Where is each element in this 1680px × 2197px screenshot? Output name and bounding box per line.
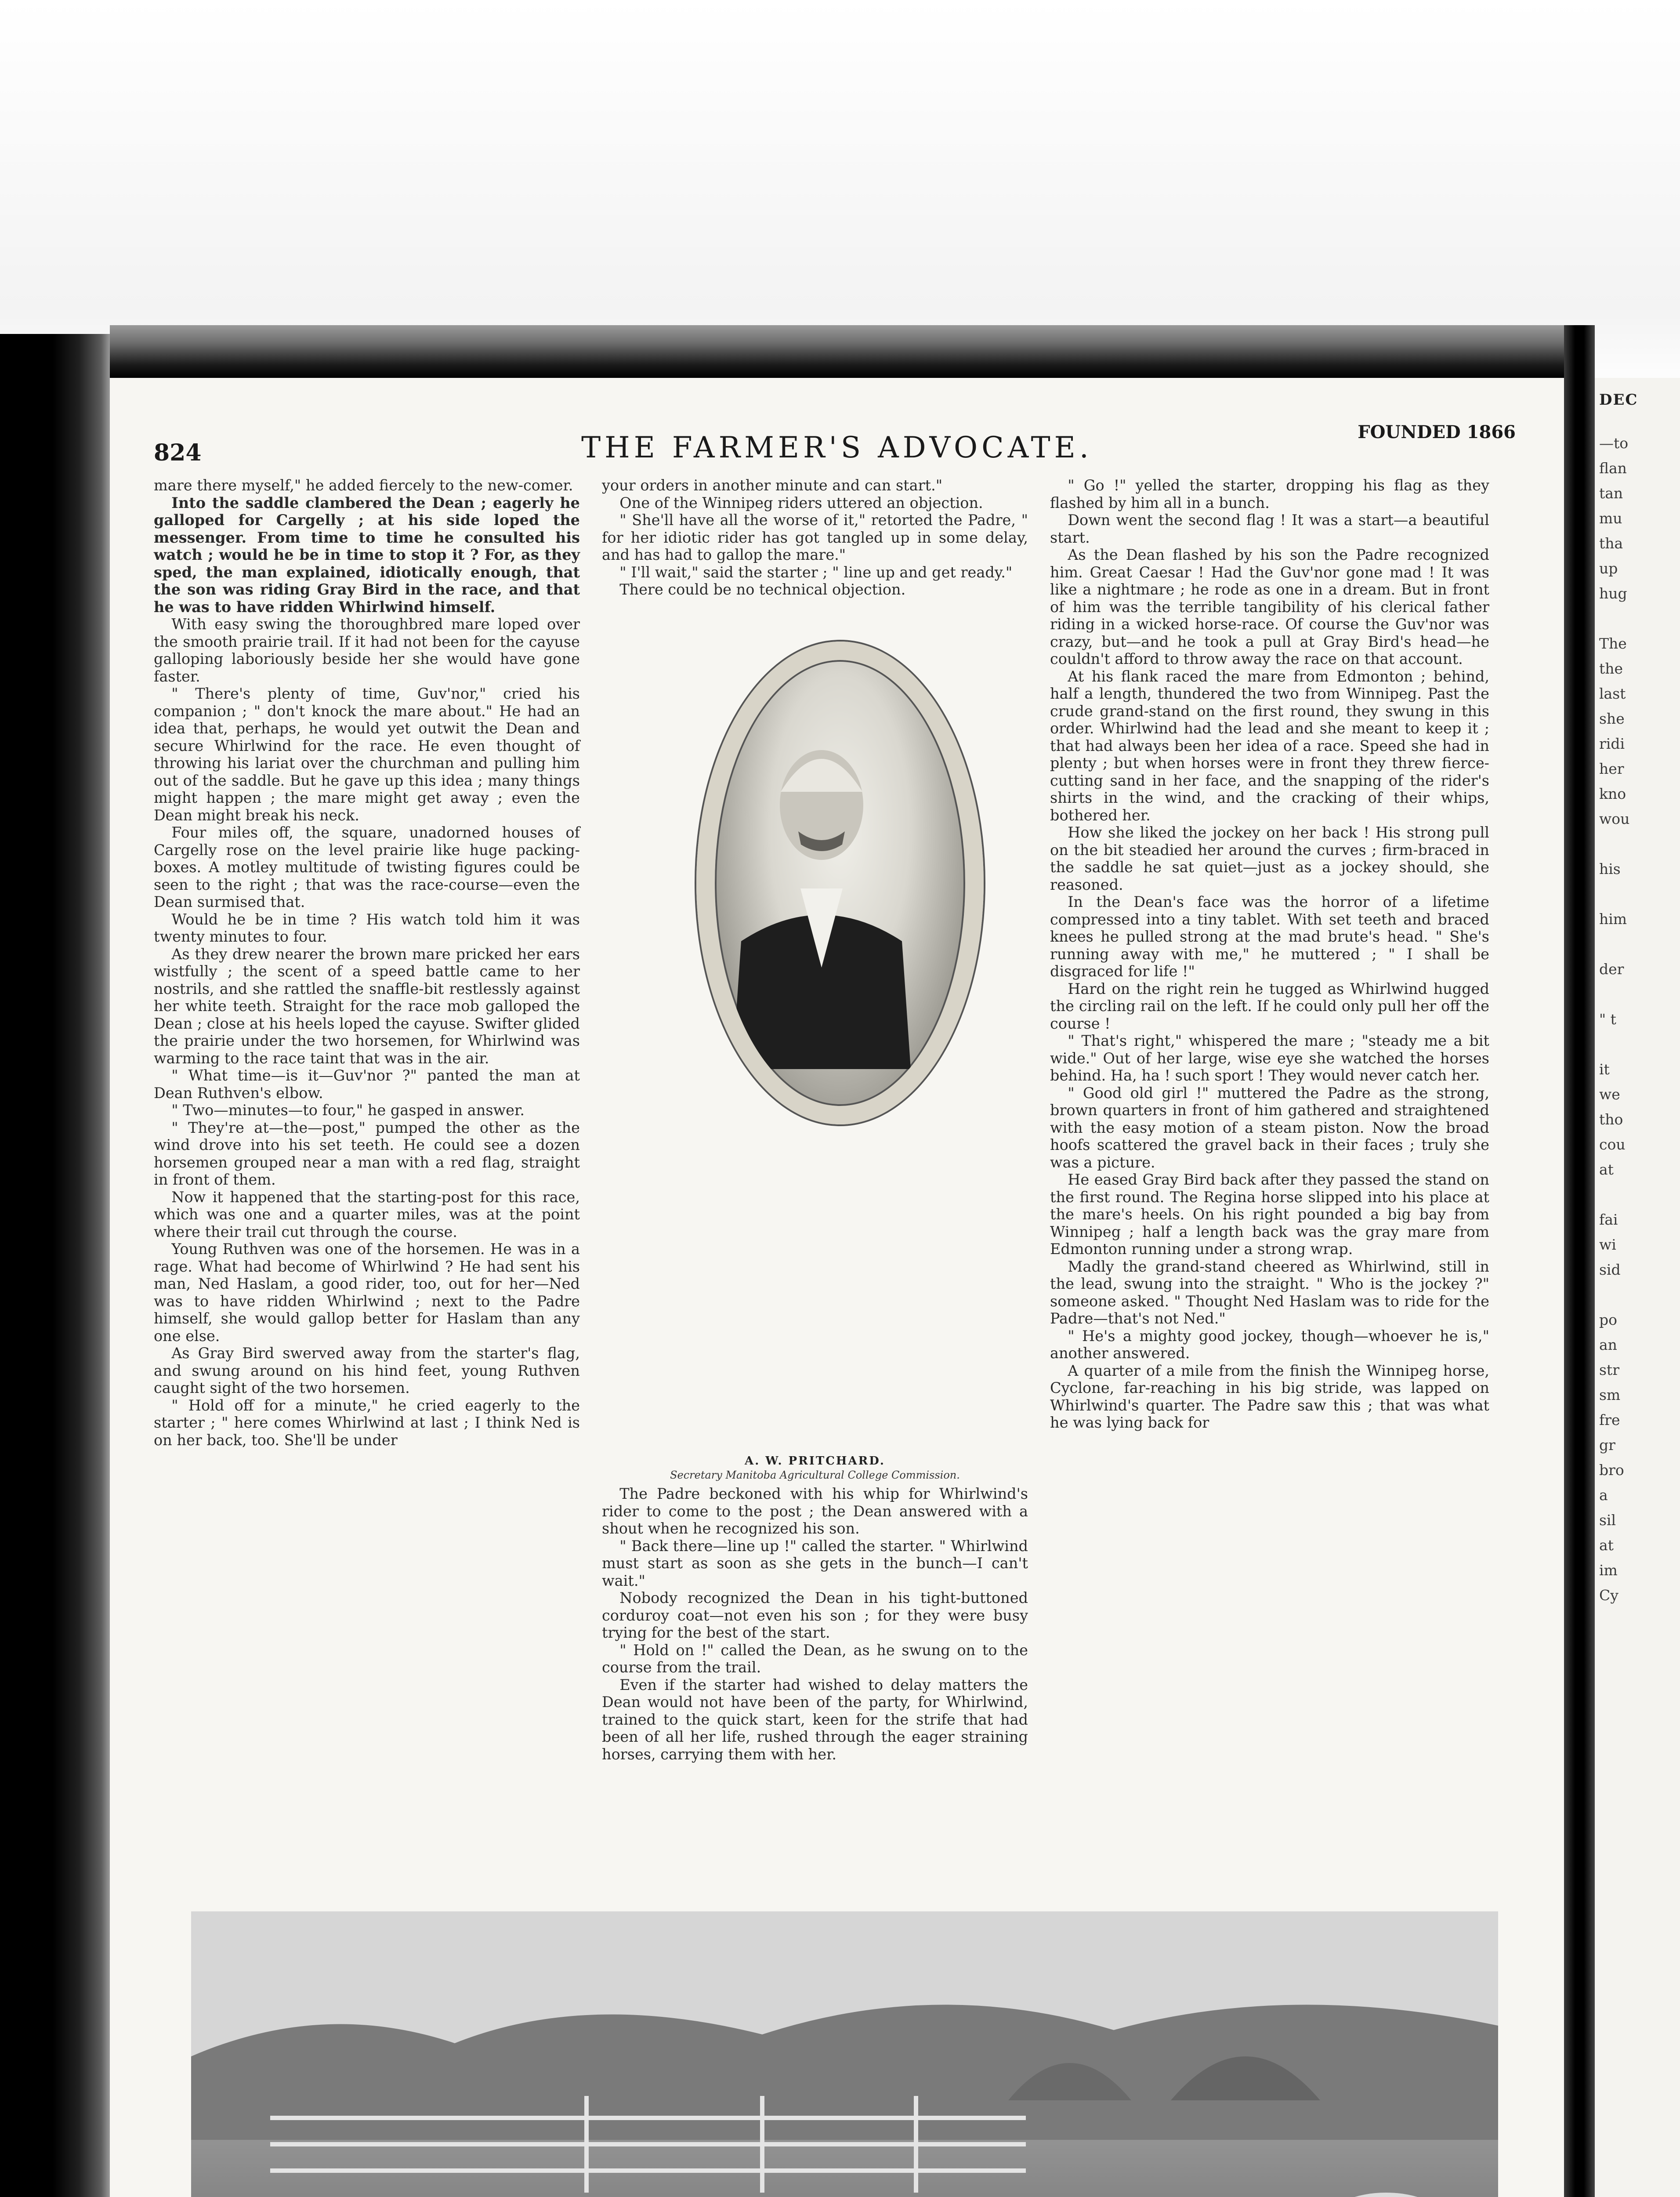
paragraph: Now it happened that the starting-post for this race, which was one and a quarter miles, was at the point where their trail cut through the course. [154,1188,580,1240]
paragraph: your orders in another minute and can start." [602,477,943,494]
paragraph: Hard on the right rein he tugged as Whirlwind hugged the circling rail on the left. If he could only pull her off the course ! [1050,980,1489,1032]
paragraph: " Good old girl !" muttered the Padre as the strong, brown quarters in front of him gathered and straightened with the easy motion of a steam piston. Now the broad hoofs scattered the gravel back in their faces ; truly she was a picture. [1050,1084,1489,1171]
photo-light-cattle [235,2193,1443,2197]
masthead-title: THE FARMER'S ADVOCATE. [581,431,1093,464]
founded-date: FOUNDED 1866 [1358,422,1516,442]
paragraph: As the Dean flashed by his son the Padre recognized him. Great Caesar ! Had the Guv'nor gone mad ! It was like a nightmare ; he rode as one in a dream. But in front of him was the terrible tangibility of his clerical father riding in a wicked horse-race. Of course the Guv'nor was crazy, but—and he took a pull at Gray Bird's head—he couldn't afford to throw away the race on that account. [1050,546,1489,667]
paragraph: One of the Winnipeg riders uttered an objection. [619,494,983,511]
film-edge-top [110,325,1582,378]
ranch-scene [191,1911,1498,2197]
portrait-photo [696,642,984,1124]
paragraph: There could be no technical objection. [619,581,906,598]
article-column-2-bottom [602,1485,1028,1763]
paragraph: Madly the grand-stand cheered as Whirlwind, still in the lead, swung into the straight. " Who is the jockey ?" someone asked. " Thought Ned Haslam was to ride for the Padre—that's not Ned." [1050,1258,1489,1327]
paragraph: Young Ruthven was one of the horsemen. He was in a rage. What had become of Whirlwind ? He had sent his man, Ned Haslam, a good rider, too, out for her—Ned was to have ridden Whirlwind ; next to the Padre himself, she would gallop better for Haslam than any one else. [154,1240,580,1345]
portrait-figure [715,660,928,1069]
portrait-hair [781,759,862,792]
paragraph: " They're at—the—post," pumped the other as the wind drove into his set teeth. He could see a dozen horsemen grouped near a man with a red flag, straight in front of them. [154,1119,580,1188]
ranch-corral-photo [191,1911,1498,2197]
paragraph: Down went the second flag ! It was a start—a beautiful start. [1050,511,1489,546]
paragraph: As Gray Bird swerved away from the starter's flag, and swung around on his hind feet, young Ruthven caught sight of the two horsemen. [154,1345,580,1396]
paragraph: " She'll have all the worse of it," retorted the Padre, " for her idiotic rider has got tangled up in some delay, and has had to gallop the mare." [602,511,1028,563]
paragraph: mare there myself," he added fiercely to the new-comer. [154,477,573,494]
paragraph: " Back there—line up !" called the starter. " Whirlwind must start as soon as she gets in the bunch—I can't wait." [602,1537,1028,1589]
article-column-2-top [602,477,1028,598]
paragraph: Four miles off, the square, unadorned houses of Cargelly rose on the level prairie like huge packing-boxes. A motley multitude of twisting figures could be seen to the right ; that was the race-course—even the Dean surmised that. [154,824,580,910]
portrait-caption-name: A. W. PRITCHARD. [745,1454,885,1468]
article-column-3 [1050,477,1489,1432]
paragraph: A quarter of a mile from the finish the Winnipeg horse, Cyclone, far-reaching in his big stride, was lapped on Whirlwind's quarter. The Padre saw this ; that was what he was lying back for [1050,1362,1489,1431]
paragraph: " Hold off for a minute," he cried eagerly to the starter ; " here comes Whirlwind at last ; I think Ned is on her back, too. She'll be under [154,1396,580,1449]
paragraph: " What time—is it—Guv'nor ?" panted the man at Dean Ruthven's elbow. [154,1067,580,1102]
paragraph: The Padre beckoned with his whip for Whirlwind's rider to come to the post ; the Dean answered with a shout when he recognized his son. [602,1485,1028,1537]
adjacent-page-header: DEC [1599,391,1638,409]
paragraph: In the Dean's face was the horror of a lifetime compressed into a tiny tablet. With set teeth and braced knees he pulled strong at the mad brute's head. " She's running away with me," he muttered ; " I shall be disgraced for life !" [1050,893,1489,980]
paragraph: " Go !" yelled the starter, dropping his flag as they flashed by him all in a bunch. [1050,477,1489,511]
paragraph: Would he be in time ? His watch told him it was twenty minutes to four. [154,910,580,945]
portrait-caption-role: Secretary Manitoba Agricultural College Commission. [670,1469,960,1481]
paragraph: " There's plenty of time, Guv'nor," cried his companion ; " don't knock the mare about." He had an idea that, perhaps, he would yet outwit the Dean and secure Whirlwind for the race. He even thought of throwing his lariat over the churchman and pulling him out of the saddle. But he gave up this idea ; many things might happen ; the mare might get away ; even the Dean might break his neck. [154,685,580,824]
page-number: 824 [154,439,202,466]
paragraph: Nobody recognized the Dean in his tight-buttoned corduroy coat—not even his son ; for they were busy trying for the best of the start. [602,1589,1028,1641]
newspaper-page [110,378,1564,2197]
paragraph: " I'll wait," said the starter ; " line up and get ready." [619,563,1013,581]
adjacent-page-edge [1595,378,1680,2197]
article-column-1 [154,477,580,1449]
paragraph: " He's a mighty good jockey, though—whoever he is," another answered. [1050,1327,1489,1362]
page-gutter-shadow [1564,325,1595,2197]
paragraph: " That's right," whispered the mare ; "steady me a bit wide." Out of her large, wise eye she watched the horses behind. Ha, ha ! such sport ! They would never catch her. [1050,1032,1489,1084]
paragraph: How she liked the jockey on her back ! His strong pull on the bit steadied her around the curves ; firm-braced in the saddle he sat quiet—just as a jockey should, she reasoned. [1050,824,1489,893]
paragraph: As they drew nearer the brown mare pricked her ears wistfully ; the scent of a speed battle came to her nostrils, and she rattled the snaffle-bit restlessly against her white teeth. Straight for the race mob galloped the Dean ; close at his heels loped the cayuse. Swifter glided the prairie under the two horsemen, for Whirlwind was warming to the race taint that was in the air. [154,945,580,1067]
film-edge-left [0,334,110,2197]
paragraph: He eased Gray Bird back after they passed the stand on the first round. The Regina horse slipped into his place at the mare's heels. On his right pounded a big bay from Winnipeg ; half a length back was the gray mare from Edmonton running under a strong wrap. [1050,1171,1489,1258]
paragraph: " Hold on !" called the Dean, as he swung on to the course from the trail. [602,1641,1028,1676]
paragraph: Even if the starter had wished to delay matters the Dean would not have been of the party, for Whirlwind, trained to the quick start, keen for the strife that had been of all her life, rushed through the eager straining horses, carrying them with her. [602,1676,1028,1763]
paragraph: Into the saddle clambered the Dean ; eagerly he galloped for Cargelly ; at his side loped the messenger. From time to time he consulted his watch ; would he be in time to stop it ? For, as they sped, the man explained, idiotically enough, that the son was riding Gray Bird in the race, and that he was to have ridden Whirlwind himself. [154,494,580,616]
paragraph: " Two—minutes—to four," he gasped in answer. [171,1102,525,1119]
adjacent-page-text-fragments: —to flan tan mu tha up hug The the last she ridi her kno wou his him der " t it we tho cou at fai wi sid po an str sm fre gr bro a sil at im Cy [1599,435,1630,1604]
paragraph: At his flank raced the mare from Edmonton ; behind, half a length, thundered the two from Winnipeg. Past the crude grand-stand on the first round, they swung in this order. Whirlwind had the lead and she meant to keep it ; that had always been her idea of a race. Speed she had in plenty ; but when horses were in front they threw fierce-cutting sand in her face, and the snapping of the rider's shirts in the wind, and the cracking of their whips, bothered her. [1050,667,1489,824]
paragraph: With easy swing the thoroughbred mare loped over the smooth prairie trail. If it had not been for the cayuse galloping laboriously beside her she would have gone faster. [154,616,580,685]
